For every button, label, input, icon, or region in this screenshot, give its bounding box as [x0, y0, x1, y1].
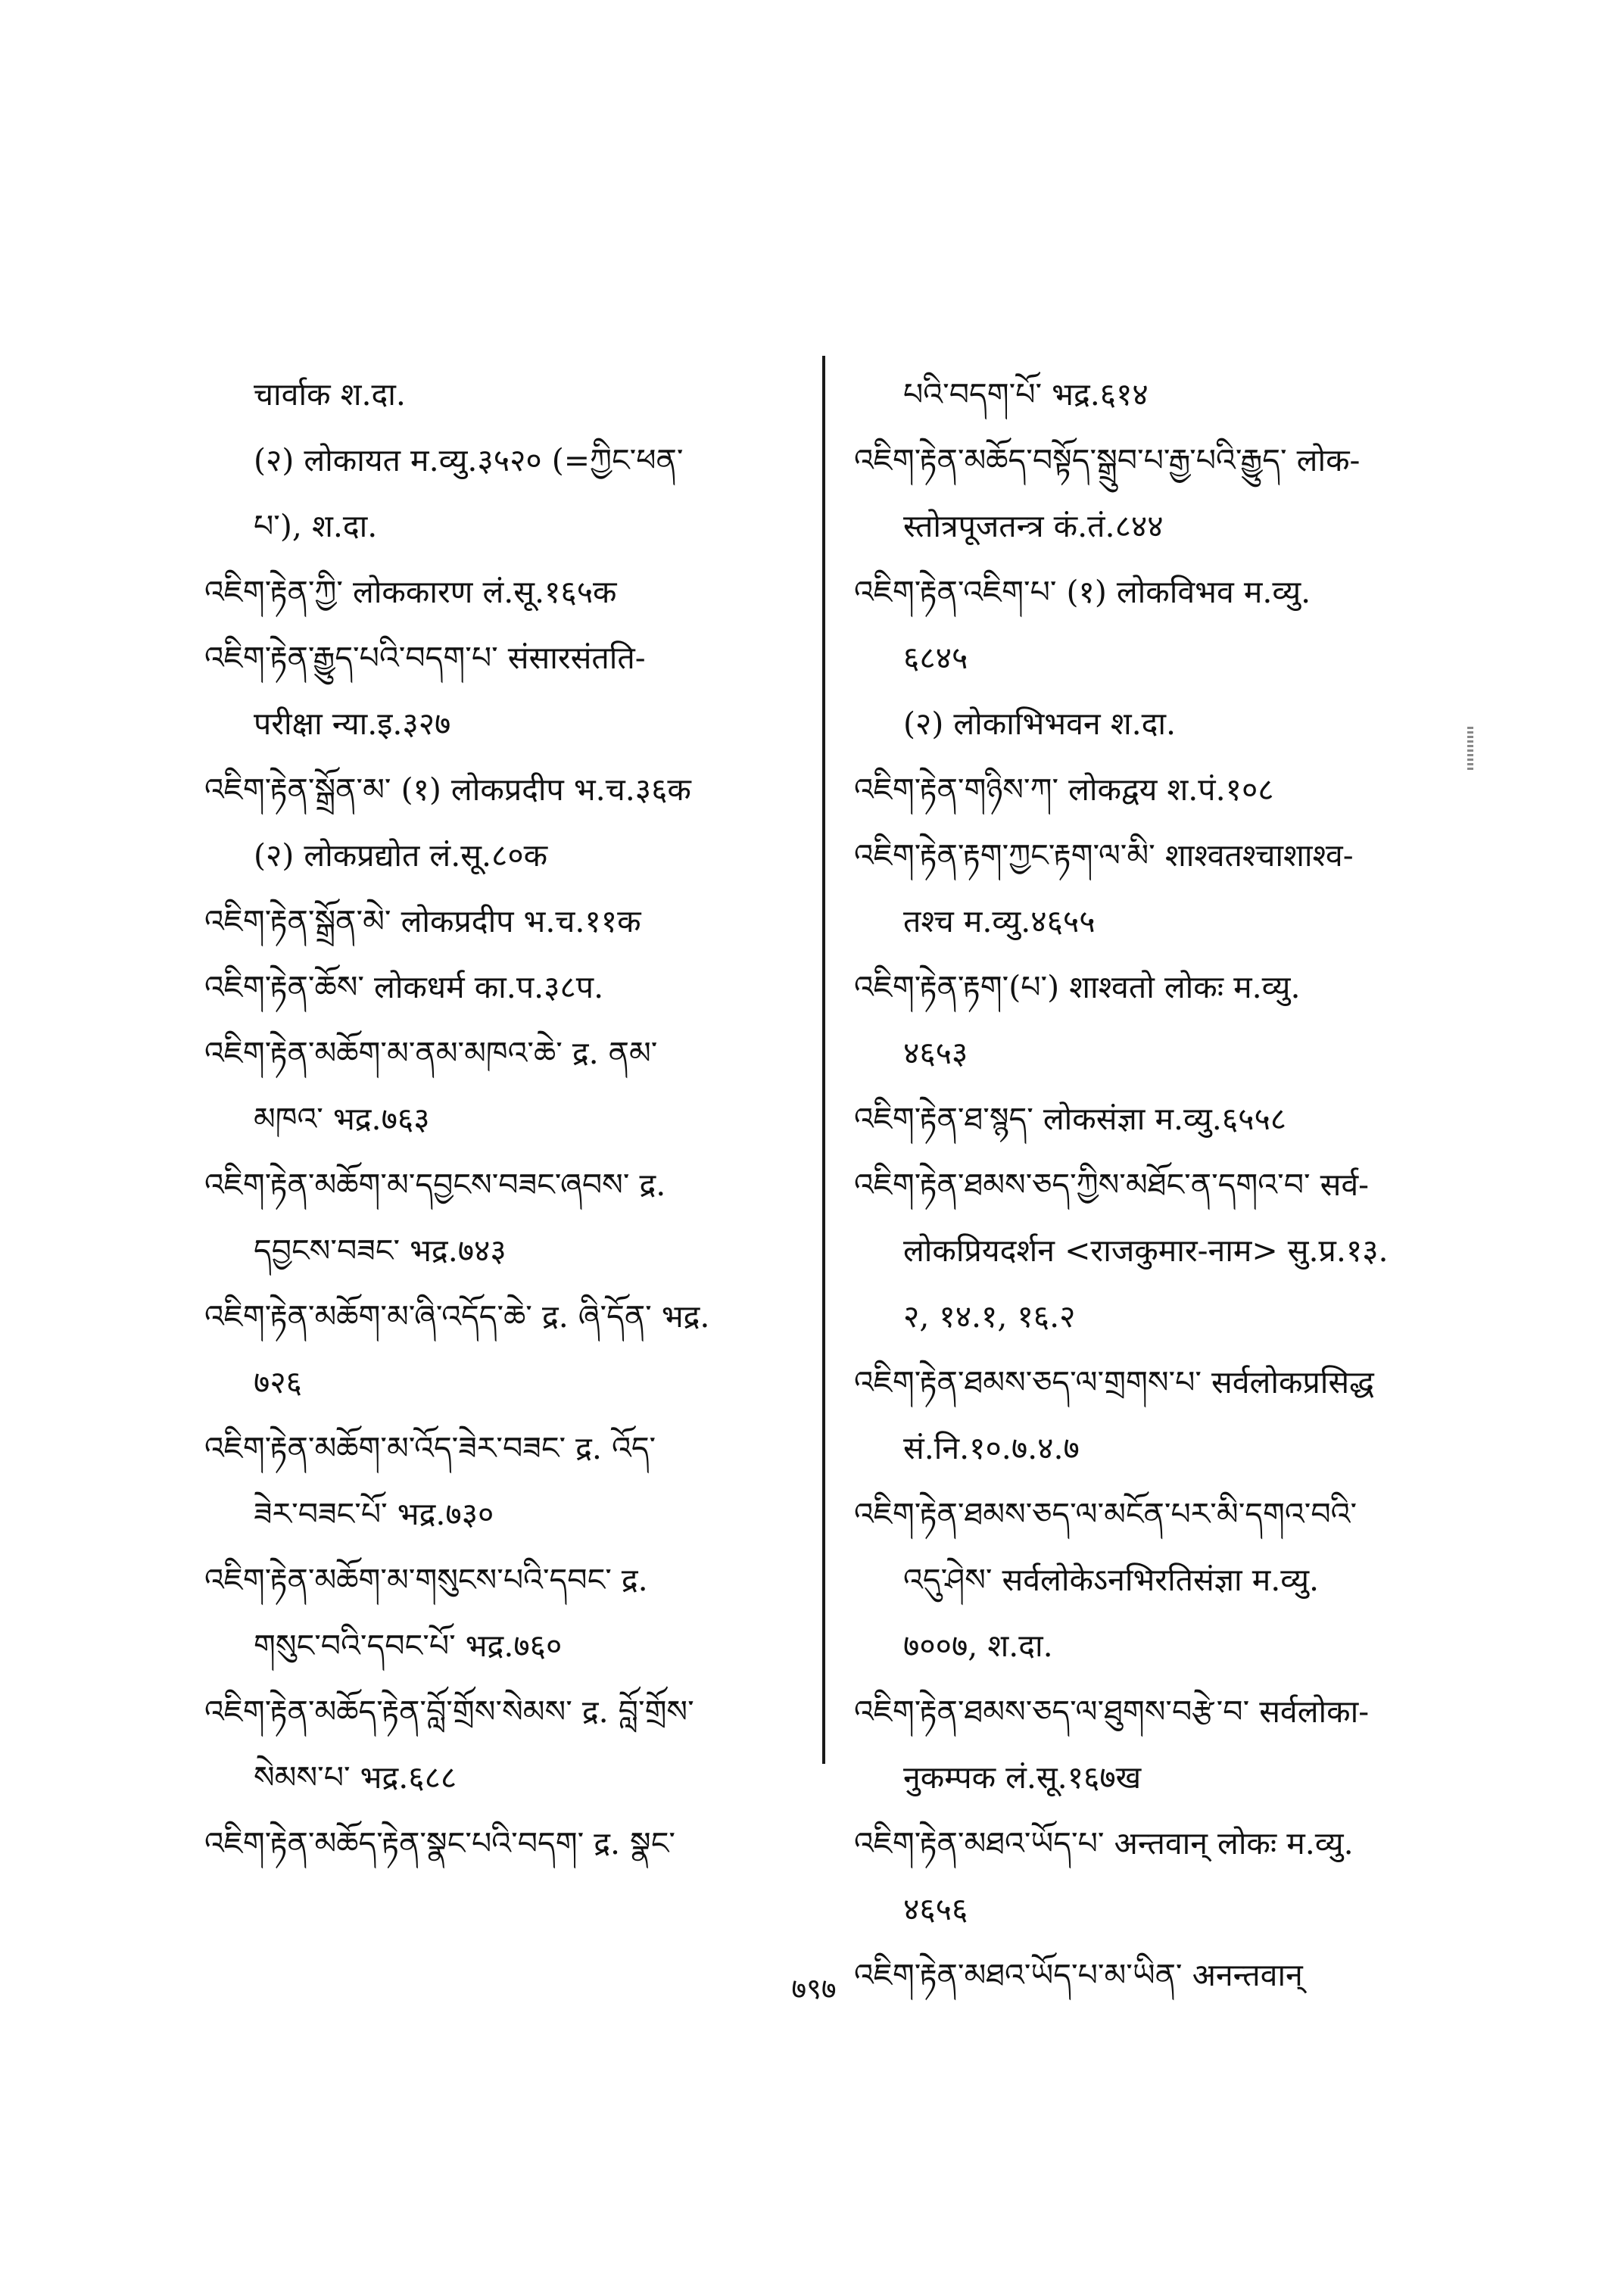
dictionary-entry: འཇིག་རྟེན་མཆོད་བསྟོད་སྒྲུབ་པ་རྒྱ་པའི་རྒྱུད་ लोक-	[854, 442, 1361, 478]
dictionary-entry: འཇིག་རྟེན་རྒྱུད་པའི་བདག་པ་ संसारसंतति-	[204, 640, 646, 676]
dictionary-entry: འཇིག་རྟེན་རྟག་(པ་) शाश्वतो लोकः म.व्यु.	[854, 969, 1301, 1005]
entry-continuation: པའི་བདག་པོ་ भद्र.६१४	[903, 376, 1149, 413]
entry-continuation: परीक्षा न्या.इ.३२७	[254, 706, 451, 742]
dictionary-entry: འཇིག་རྟེན་མཆོག་མ་ཞི་འདོད་ཆེ་ द्र. ཞི་དོན་ भद्र.	[204, 1298, 710, 1335]
entry-continuation: སེམས་པ་ भद्र.६८८	[254, 1759, 457, 1796]
dictionary-entry: འཇིག་རྟེན་མཆོག་མ་དབྱངས་བཟང་ཞབས་ द्र.	[204, 1167, 666, 1203]
entry-continuation: (२) लोकप्रद्योत लं.सू.८०क	[254, 837, 548, 874]
margin-mark	[1467, 727, 1473, 772]
entry-continuation: ४६५६	[903, 1891, 968, 1927]
left-column	[204, 362, 810, 1877]
page-number: ७९७	[791, 1972, 837, 2005]
dictionary-entry: འཇིག་རྟེན་རྟག་ཀྱང་རྟག་ལ་མི་ शाश्वतश्चाशाश्व-	[854, 837, 1354, 874]
entry-continuation: लोकप्रियदर्शन <राजकुमार-नाम> सु.प्र.१३.	[903, 1232, 1389, 1269]
dictionary-entry: འཇིག་རྟེན་ཐམས་ཅད་ལ་ཐུགས་བརྩེ་བ་ सर्वलोका-	[854, 1693, 1370, 1730]
dictionary-entry: འཇིག་རྟེན་མཆོད་རྟེན་བློ་གྲོས་སེམས་ द्र. བློ་གྲོས་	[204, 1693, 694, 1730]
entry-continuation: चार्वाक श.दा.	[254, 376, 406, 413]
entry-continuation: स्तोत्रपूजतन्त्र कं.तं.८४४	[903, 508, 1164, 544]
entry-continuation: सं.नि.१०.७.४.७	[903, 1430, 1080, 1466]
dictionary-entry: འཇིག་རྟེན་ཆོས་ लोकधर्म का.प.३८प.	[204, 969, 604, 1005]
dictionary-entry: འཇིག་རྟེན་འཇིག་པ་ (१) लोकविभव म.व्यु.	[854, 574, 1311, 610]
entry-continuation: འདུ་ཤེས་ सर्वलोकेऽनभिरतिसंज्ञा म.व्यु.	[903, 1562, 1320, 1598]
entry-continuation: (२) लोकाभिभवन श.दा.	[903, 706, 1177, 742]
entry-continuation: ४६५३	[903, 1035, 968, 1071]
dictionary-entry: འཇིག་རྟེན་མཆོད་རྟེན་སྣང་པའི་བདག་ द्र. སྣང་	[204, 1825, 675, 1862]
entry-continuation: नुकम्पक लं.सू.१६७ख	[903, 1759, 1142, 1796]
right-column	[854, 362, 1445, 2008]
entry-continuation: ७००७, श.दा.	[903, 1628, 1053, 1664]
entry-continuation: ७२६	[254, 1364, 302, 1400]
dictionary-entry: འཇིག་རྟེན་མཆོག་མ་འོད་ཟེར་བཟང་ द्र. འོད་	[204, 1430, 656, 1466]
entry-continuation: པ་), श.दा.	[254, 508, 378, 544]
dictionary-entry: འཇིག་རྟེན་ཐམས་ཅད་ལ་གྲགས་པ་ सर्वलोकप्रसिद्ध	[854, 1364, 1374, 1400]
entry-continuation: ६८४५	[903, 640, 968, 676]
dictionary-entry: འཇིག་རྟེན་ཐ་སྙད་ लोकसंज्ञा म.व्यु.६५५८	[854, 1101, 1287, 1137]
dictionary-entry: འཇིག་རྟེན་མཆོག་མ་གསུངས་པའི་དབང་ द्र.	[204, 1562, 648, 1598]
dictionary-entry: འཇིག་རྟེན་མཆོག་མ་ནམ་མཁའ་ཆེ་ द्र. ནམ་	[204, 1035, 658, 1071]
dictionary-entry: འཇིག་རྟེན་སྒྲོན་མེ་ लोकप्रदीप भ.च.११क	[204, 903, 641, 939]
entry-continuation: (२) लोकायत म.व्यु.३५२० (=ཀྱིང་ཕན་	[254, 442, 684, 478]
entry-continuation: དབྱངས་བཟང་ भद्र.७४३	[254, 1232, 507, 1269]
entry-continuation: तश्च म.व्यु.४६५५	[903, 903, 1096, 939]
entry-continuation: २, १४.१, १६.२	[903, 1298, 1076, 1335]
dictionary-entry: འཇིག་རྟེན་གཉིས་ཀ་ लोकद्वय श.पं.१०८	[854, 771, 1274, 808]
dictionary-entry: འཇིག་རྟེན་སྒྲོན་མ་ (१) लोकप्रदीप भ.च.३६क	[204, 771, 691, 808]
column-divider	[822, 356, 825, 1764]
dictionary-entry: འཇིག་རྟེན་ཐམས་ཅད་ལ་མངོན་པར་མི་དགའ་བའི་	[854, 1496, 1357, 1532]
dictionary-entry: འཇིག་རྟེན་མཐའ་ཡོད་པ་ अन्तवान् लोकः म.व्यु.	[854, 1825, 1354, 1862]
entry-continuation: གསུང་བའི་དབང་པོ་ भद्र.७६०	[254, 1628, 563, 1664]
dictionary-entry: འཇིག་རྟེན་ཀྱི་ लोककारण लं.सू.१६५क	[204, 574, 617, 610]
dictionary-entry: འཇིག་རྟེན་ཐམས་ཅད་ཀྱིས་མཐོང་ན་དགའ་བ་ सर्व-	[854, 1167, 1370, 1203]
dictionary-entry: འཇིག་རྟེན་མཐའ་ཡོད་པ་མ་ཡིན་ अनन्तवान्	[854, 1957, 1303, 1993]
entry-continuation: མཁའ་ भद्र.७६३	[254, 1101, 430, 1137]
entry-continuation: ཟེར་བཟང་པོ་ भद्र.७३०	[254, 1496, 494, 1532]
